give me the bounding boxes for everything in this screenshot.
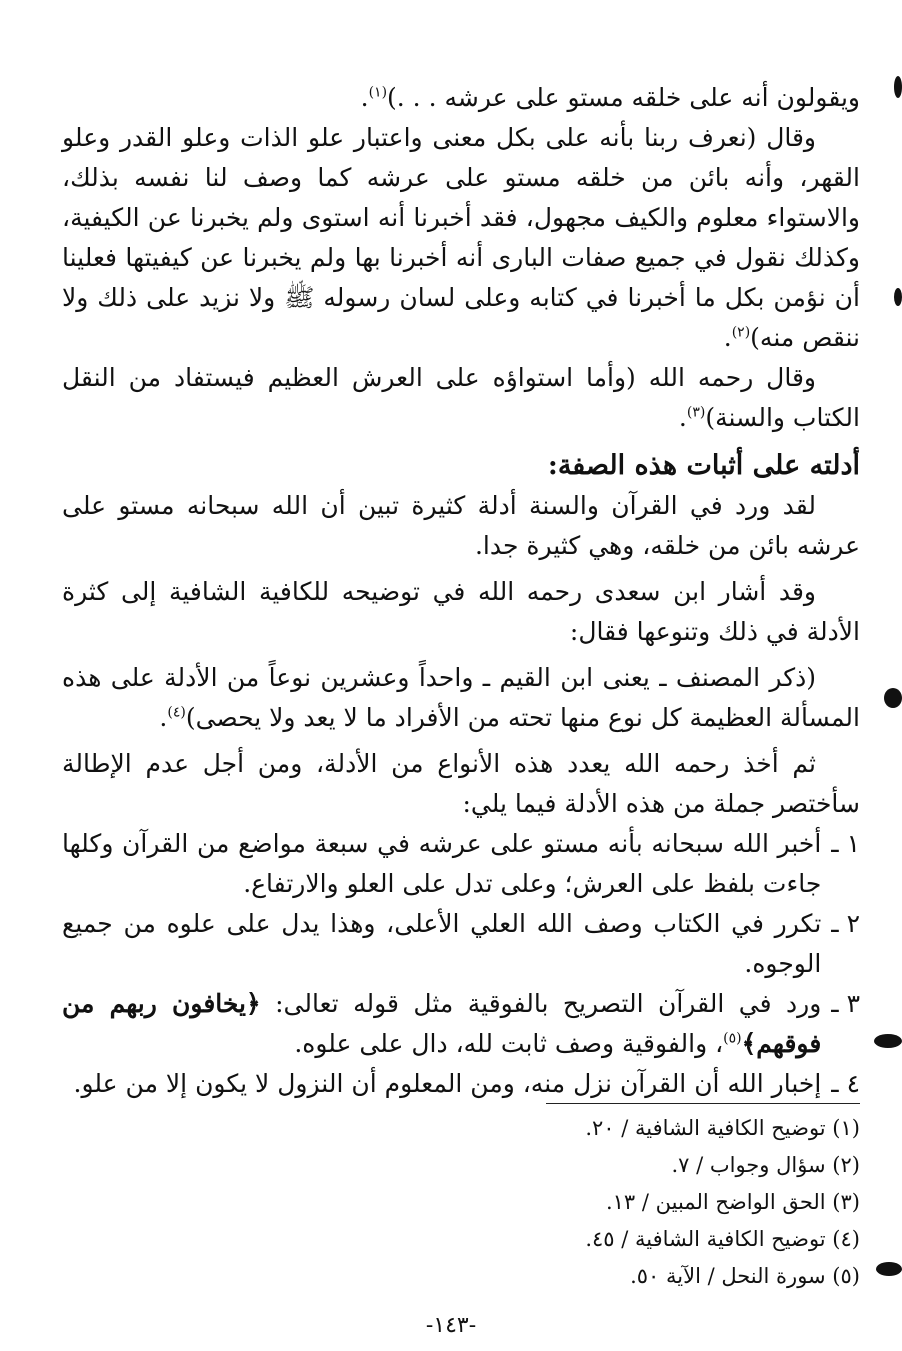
paragraph-5: وقد أشار ابن سعدى رحمه الله في توضيحه للكافية الشافية إلى كثرة الأدلة في ذلك وتنوعها فقال: bbox=[62, 577, 860, 646]
paragraph-7: ثم أخذ رحمه الله يعدد هذه الأنواع من الأدلة، ومن أجل عدم الإطالة سأختصر جملة من هذه الأدلة فيما يلي: bbox=[62, 749, 860, 818]
footnote-ref-3: (٣) bbox=[686, 404, 706, 421]
scan-mark bbox=[876, 1262, 902, 1276]
list-item-number: ٣ ـ bbox=[831, 989, 860, 1018]
list-item-text: إخبار الله أن القرآن نزل منه، ومن المعلوم أن النزول لا يكون إلا من علو. bbox=[73, 1069, 822, 1098]
list-item bbox=[62, 824, 860, 904]
footnotes bbox=[340, 1110, 860, 1295]
scan-mark bbox=[874, 1034, 902, 1048]
footnote-ref-2: (٢) bbox=[731, 324, 751, 341]
footnote-3: (٣) الحق الواضح المبين / ١٣. bbox=[605, 1190, 860, 1214]
list-item bbox=[62, 904, 860, 984]
quran-quote: ﴿يخافون ربهم من فوقهم﴾ bbox=[62, 989, 822, 1058]
paragraph-4: لقد ورد في القرآن والسنة أدلة كثيرة تبين أن الله سبحانه مستو على عرشه بائن من خلقه، وهي كثيرة جدا. bbox=[62, 491, 860, 560]
list-item-number: ٤ ـ bbox=[831, 1069, 860, 1098]
list-item-number: ٢ ـ bbox=[831, 909, 860, 938]
paragraph-2: وقال (نعرف ربنا بأنه على بكل معنى واعتبار علو الذات وعلو القدر وعلو القهر، وأنه بائن من خلقه مستو على عرشه كما وصف لنا نفسه بذلك، والاستواء معلوم والكيف مجهول، فقد أخبرنا أنه استوى ولم يخبرنا عن الكيفية، وكذلك نقول في جميع صفات البارى أنه أخبرنا بها ولم يخبرنا عن كيفيتها فعلينا أن نؤمن بكل ما أخبرنا في كتابه وعلى لسان رسوله ﷺ ولا نزيد على ذلك ولا ننقص منه)$^{(٢)}$. bbox=[62, 123, 860, 352]
page-number: -١٤٣- bbox=[425, 1313, 477, 1338]
footnote-2: (٢) سؤال وجواب / ٧. bbox=[671, 1153, 860, 1177]
footnote-5: (٥) سورة النحل / الآية ٥٠. bbox=[630, 1264, 860, 1288]
paragraph-1: ويقولون أنه على خلقه مستو على عرشه . . .)$^{(١)}$. bbox=[360, 83, 860, 112]
page-body bbox=[62, 78, 860, 1104]
paragraph-6: (ذكر المصنف ـ يعنى ابن القيم ـ واحداً وعشرين نوعاً من الأدلة على هذه المسألة العظيمة كل نوع منها تحته من الأفراد ما لا يعد ولا يحصى)$^{(٤)}$. bbox=[62, 663, 860, 732]
footnote-ref-1: (١) bbox=[368, 84, 388, 101]
footnote-separator bbox=[546, 1103, 860, 1104]
footnote-1: (١) توضيح الكافية الشافية / ٢٠. bbox=[585, 1116, 860, 1140]
list-item-number: ١ ـ bbox=[831, 829, 860, 858]
section-heading: أدلته على أثبات هذه الصفة: bbox=[547, 450, 860, 481]
paragraph-3: وقال رحمه الله (وأما استواؤه على العرش العظيم فيستفاد من النقل الكتاب والسنة)$^{(٣)}$. bbox=[62, 363, 860, 432]
list-item bbox=[62, 1064, 860, 1104]
list-item-text: تكرر في الكتاب وصف الله العلي الأعلى، وهذا يدل على علوه من جميع الوجوه. bbox=[62, 909, 822, 978]
scan-mark bbox=[884, 688, 902, 708]
footnote-ref-5: (٥) bbox=[723, 1030, 742, 1047]
footnote-4: (٤) توضيح الكافية الشافية / ٤٥. bbox=[585, 1227, 860, 1251]
scan-mark bbox=[894, 76, 902, 98]
footnote-ref-4: (٤) bbox=[167, 704, 186, 721]
list-item bbox=[62, 984, 860, 1064]
list-item-text: أخبر الله سبحانه بأنه مستو على عرشه في سبعة مواضع من القرآن وكلها جاءت بلفظ على العرش؛ وعلى تدل على العلو والارتفاع. bbox=[62, 829, 822, 898]
list-item-text: ورد في القرآن التصريح بالفوقية مثل قوله تعالى: ﴿يخافون ربهم من فوقهم﴾$^{(٥)}$، والفوقية وصف ثابت لله، دال على علوه. bbox=[62, 989, 822, 1058]
scan-mark bbox=[894, 288, 902, 306]
